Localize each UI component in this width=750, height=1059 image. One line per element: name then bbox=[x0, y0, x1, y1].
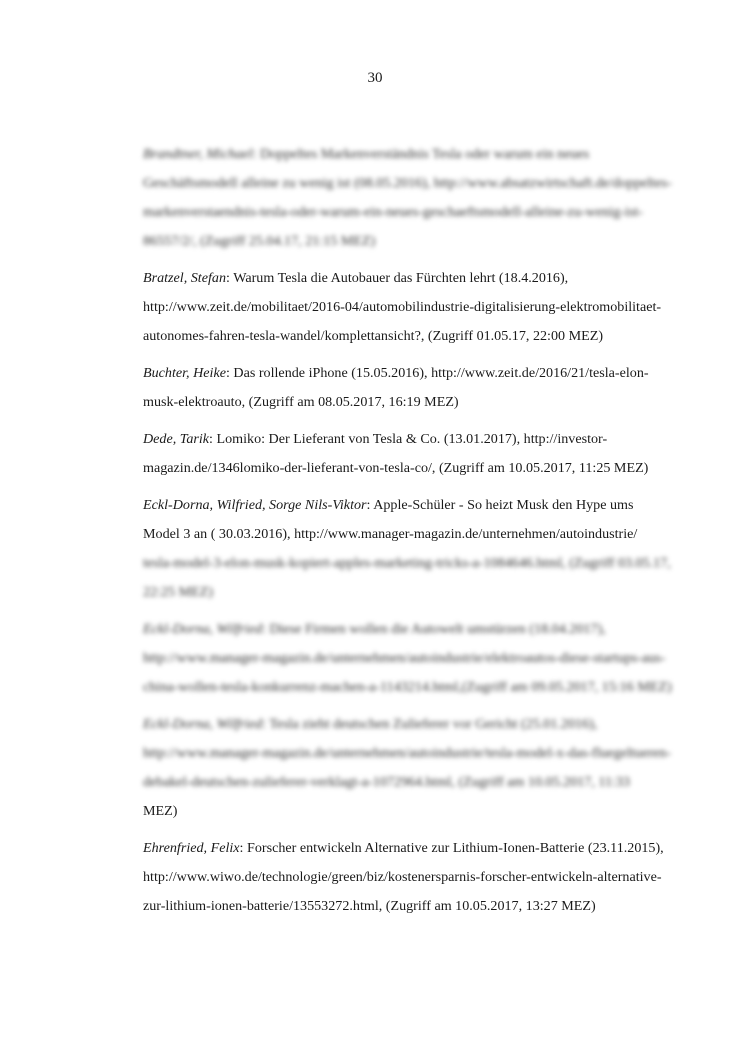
reference-entry: Brandtner, Michael: Doppeltes Markenverständnis Tesla oder warum ein neues Geschäftsmodell alleine zu wenig ist (08.05.2016), http://www.absatzwirtschaft.de/doppeltes-markenverstaendnis-tesla-oder-warum-ein-neues-geschaeftsmodell-alleine-zu-wenig-ist-86557/2/, (Zugriff 25.04.17, 21:15 MEZ) bbox=[143, 146, 672, 249]
reference-text: Doppeltes Markenverständnis Tesla oder warum ein neues Geschäftsmodell alleine zu wenig ist (08.05.2016), http://www.absatzwirtschaft.de/doppeltes-markenverstaendnis-tesla-oder-warum-ein-neues-geschaeftsmodell-alleine-zu-wenig-ist-86557/2/, (Zugriff 25.04.17, 21:15 MEZ) bbox=[143, 146, 672, 249]
reference-author: Buchter, Heike bbox=[143, 365, 226, 381]
reference-text-blurred: Tesla zieht deutschen Zulieferer vor Gericht (25.01.2016), http://www.manager-magazin.de/unternehmen/autoindustrie/tesla-model-x-das-fluegeltueren-debakel-deutschen-zulieferer-verklagt-a-1072964.html, (Zugriff am 10.05.2017, 11:33 bbox=[143, 716, 671, 790]
reference-author: Brandtner, Michael bbox=[143, 146, 253, 162]
reference-text: Das rollende iPhone (15.05.2016), http://www.zeit.de/2016/21/tesla-elon-musk-elektroauto, (Zugriff am 08.05.2017, 16:19 MEZ) bbox=[143, 365, 649, 410]
reference-entry: Buchter, Heike: Das rollende iPhone (15.05.2016), http://www.zeit.de/2016/21/tesla-elon-musk-elektroauto, (Zugriff am 08.05.2017, 16:19 MEZ) bbox=[143, 365, 649, 410]
reference-text: Lomiko: Der Lieferant von Tesla & Co. (13.01.2017), http://investor-magazin.de/1346lomiko-der-lieferant-von-tesla-co/, (Zugriff am 10.05.2017, 11:25 MEZ) bbox=[143, 431, 649, 476]
reference-author: Eckl-Dorna, Wilfried bbox=[143, 716, 262, 732]
reference-entry: Bratzel, Stefan: Warum Tesla die Autobauer das Fürchten lehrt (18.4.2016), http://www.zeit.de/mobilitaet/2016-04/automobilindustrie-digitalisierung-elektromobilitaet-autonomes-fahren-tesla-wandel/komplettansicht?, (Zugriff 01.05.17, 22:00 MEZ) bbox=[143, 270, 662, 344]
reference-entry: Ehrenfried, Felix: Forscher entwickeln Alternative zur Lithium-Ionen-Batterie (23.11.2015), http://www.wiwo.de/technologie/green/biz/kostenersparnis-forscher-entwickeln-alternative-zur-lithium-ionen-batterie/13553272.html, (Zugriff am 10.05.2017, 13:27 MEZ) bbox=[143, 840, 664, 914]
reference-list bbox=[143, 140, 673, 929]
reference-text: Diese Firmen wollen die Autowelt umstürzen (18.04.2017), http://www.manager-magazin.de/unternehmen/autoindustrie/elektroautos-diese-startups-aus-china-wollen-tesla-konkurrenz-machen-a-1143214.html,(Zugriff am 09.05.2017, 15:16 MEZ) bbox=[143, 621, 672, 695]
reference-entry: Eckl-Dorna, Wilfried, Sorge Nils-Viktor: Apple-Schüler - So heizt Musk den Hype ums Model 3 an ( 30.03.2016), http://www.manager-magazin.de/unternehmen/autoindustrie/ tesla-model-3-elon-musk-kopiert-apples-marketing-tricks-a-1084646.html, (Zugriff 03.05.17, 22:25 MEZ) bbox=[143, 491, 673, 607]
reference-entry: Eckl-Dorna, Wilfried: Tesla zieht deutschen Zulieferer vor Gericht (25.01.2016), http://www.manager-magazin.de/unternehmen/autoindustrie/tesla-model-x-das-fluegeltueren-debakel-deutschen-zulieferer-verklagt-a-1072964.html, (Zugriff am 10.05.2017, 11:33 MEZ) bbox=[143, 716, 671, 819]
reference-text: Warum Tesla die Autobauer das Fürchten lehrt (18.4.2016), http://www.zeit.de/mobilitaet/2016-04/automobilindustrie-digitalisierung-elektromobilitaet-autonomes-fahren-tesla-wandel/komplettansicht?, (Zugriff 01.05.17, 22:00 MEZ) bbox=[143, 270, 662, 344]
reference-author: Dede, Tarik bbox=[143, 431, 210, 447]
reference-entry: Dede, Tarik: Lomiko: Der Lieferant von Tesla & Co. (13.01.2017), http://investor-magazin.de/1346lomiko-der-lieferant-von-tesla-co/, (Zugriff am 10.05.2017, 11:25 MEZ) bbox=[143, 431, 649, 476]
reference-author: Eckl-Dorna, Wilfried, Sorge Nils-Viktor bbox=[143, 497, 367, 513]
reference-text: Forscher entwickeln Alternative zur Lithium-Ionen-Batterie (23.11.2015), http://www.wiwo.de/technologie/green/biz/kostenersparnis-forscher-entwickeln-alternative-zur-lithium-ionen-batterie/13553272.html, (Zugriff am 10.05.2017, 13:27 MEZ) bbox=[143, 840, 664, 914]
page-number: 30 bbox=[367, 70, 383, 86]
reference-author: Eckl-Dorna, Wilfried bbox=[143, 621, 262, 637]
reference-text: Apple-Schüler - So heizt Musk den Hype ums Model 3 an ( 30.03.2016), http://www.manager-magazin.de/unternehmen/autoindustrie/ bbox=[143, 497, 638, 542]
reference-author: Bratzel, Stefan bbox=[143, 270, 226, 286]
reference-text-blurred: tesla-model-3-elon-musk-kopiert-apples-marketing-tricks-a-1084646.html, (Zugriff 03.05.17, 22:25 MEZ) bbox=[143, 555, 671, 600]
reference-text-tail: MEZ) bbox=[143, 803, 178, 819]
reference-entry: Eckl-Dorna, Wilfried: Diese Firmen wollen die Autowelt umstürzen (18.04.2017), http://www.manager-magazin.de/unternehmen/autoindustrie/elektroautos-diese-startups-aus-china-wollen-tesla-konkurrenz-machen-a-1143214.html,(Zugriff am 09.05.2017, 15:16 MEZ) bbox=[143, 621, 672, 695]
reference-author: Ehrenfried, Felix bbox=[143, 840, 240, 856]
